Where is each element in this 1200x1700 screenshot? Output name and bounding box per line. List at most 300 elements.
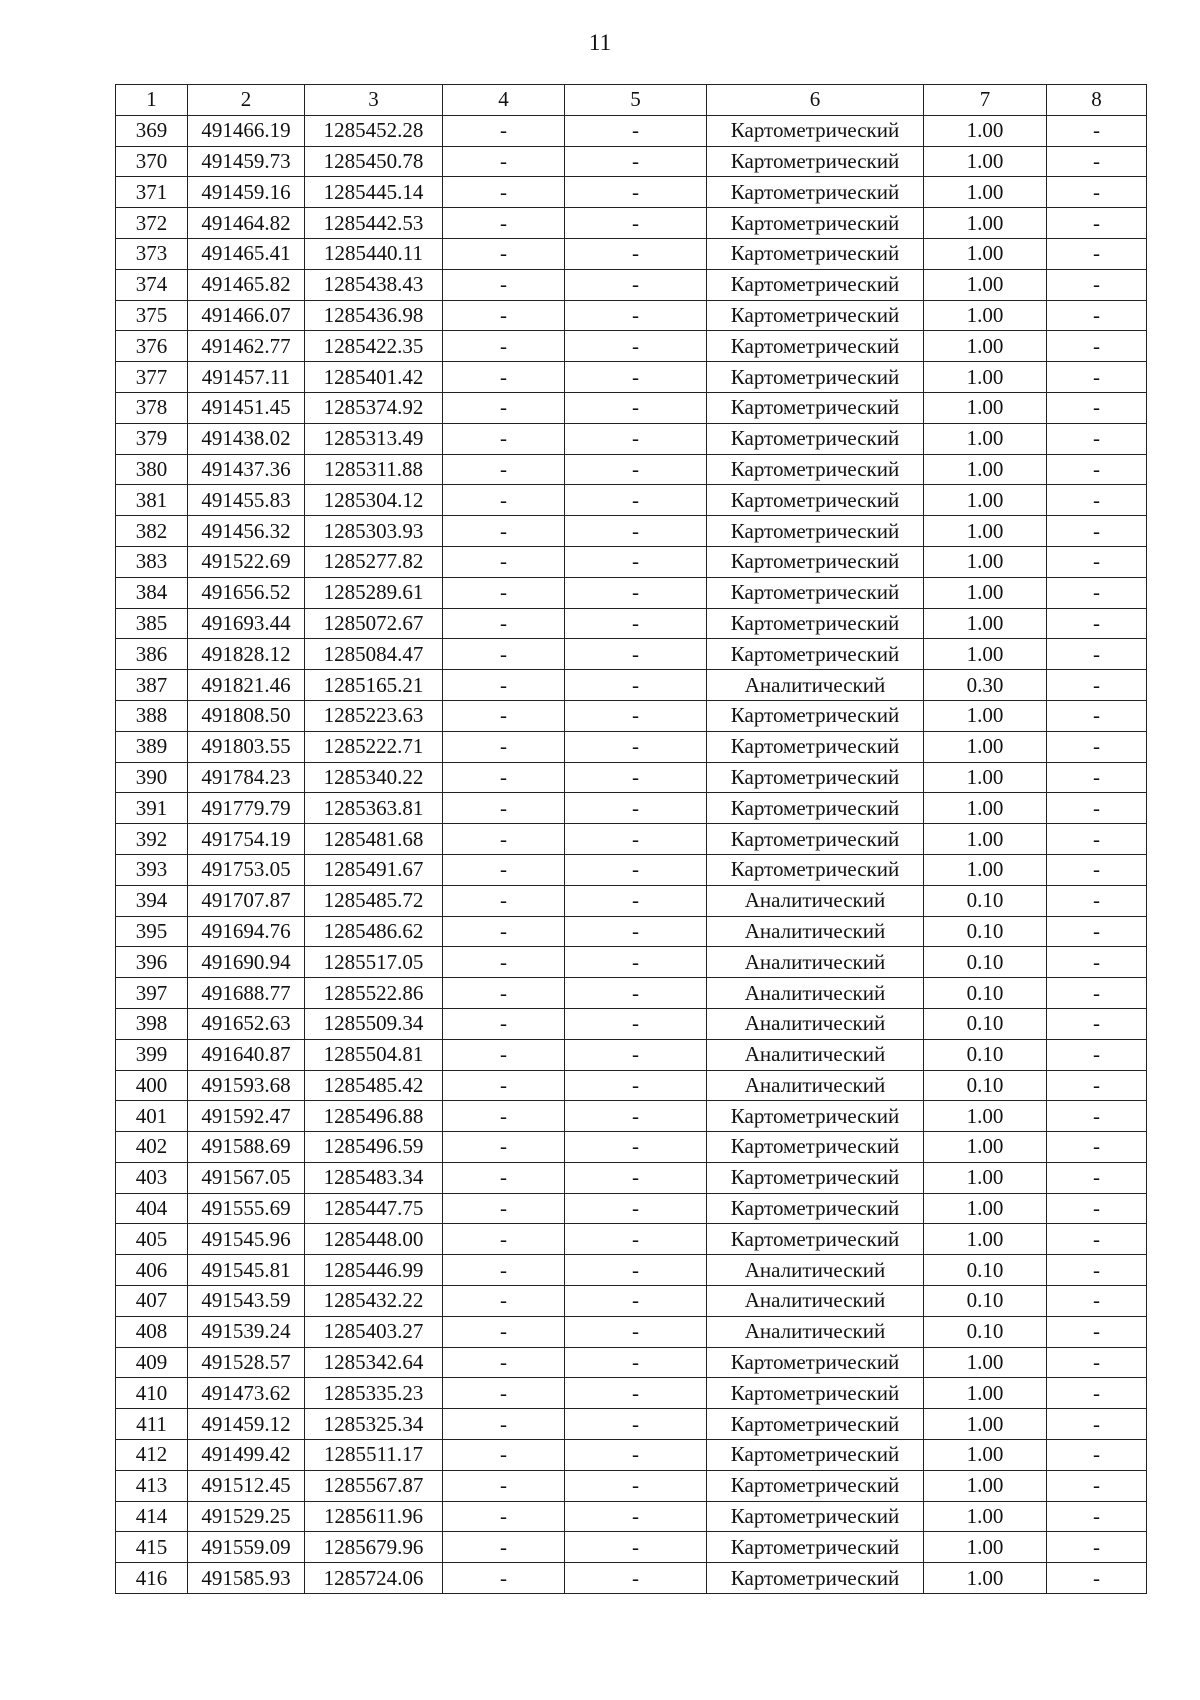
page-number: 11 xyxy=(588,30,612,55)
table-cell: 491459.12 xyxy=(188,1409,305,1440)
table-cell: Картометрический xyxy=(707,208,924,239)
table-cell: 491456.32 xyxy=(188,516,305,547)
table-cell: 491694.76 xyxy=(188,916,305,947)
table-cell: - xyxy=(443,947,565,978)
table-cell: 1.00 xyxy=(924,423,1047,454)
table-cell: - xyxy=(443,670,565,701)
table-cell: Аналитический xyxy=(707,1286,924,1317)
table-cell: Картометрический xyxy=(707,731,924,762)
table-cell: 491690.94 xyxy=(188,947,305,978)
table-cell: - xyxy=(443,1347,565,1378)
table-cell: - xyxy=(1047,208,1147,239)
table-cell: 1285611.96 xyxy=(305,1501,443,1532)
table-cell: 411 xyxy=(116,1409,188,1440)
table-body xyxy=(116,115,1147,1593)
table-cell: Картометрический xyxy=(707,1440,924,1471)
table-cell: 379 xyxy=(116,423,188,454)
table-cell: 400 xyxy=(116,1070,188,1101)
table-cell: 1285485.72 xyxy=(305,885,443,916)
table-cell: 1285496.88 xyxy=(305,1101,443,1132)
table-cell: - xyxy=(565,1193,707,1224)
table-cell: 1.00 xyxy=(924,177,1047,208)
table-cell: 1285446.99 xyxy=(305,1255,443,1286)
table-cell: - xyxy=(443,577,565,608)
table-cell: 1.00 xyxy=(924,1193,1047,1224)
table-row xyxy=(116,608,1147,639)
table-cell: 491693.44 xyxy=(188,608,305,639)
table-cell: Аналитический xyxy=(707,1008,924,1039)
table-cell: Картометрический xyxy=(707,1132,924,1163)
table-cell: 491754.19 xyxy=(188,824,305,855)
table-cell: 1285335.23 xyxy=(305,1378,443,1409)
table-cell: - xyxy=(1047,546,1147,577)
table-cell: - xyxy=(443,423,565,454)
table-cell: Картометрический xyxy=(707,1224,924,1255)
table-cell: - xyxy=(565,793,707,824)
table-cell: - xyxy=(1047,854,1147,885)
table-cell: 0.10 xyxy=(924,1316,1047,1347)
table-cell: 372 xyxy=(116,208,188,239)
table-cell: 1.00 xyxy=(924,577,1047,608)
table-cell: - xyxy=(1047,1286,1147,1317)
table-cell: - xyxy=(565,916,707,947)
table-cell: 391 xyxy=(116,793,188,824)
table-cell: - xyxy=(565,885,707,916)
table-cell: 1.00 xyxy=(924,300,1047,331)
table-cell: 491465.41 xyxy=(188,238,305,269)
table-cell: Картометрический xyxy=(707,1501,924,1532)
table-cell: 397 xyxy=(116,978,188,1009)
table-cell: Картометрический xyxy=(707,392,924,423)
table-cell: - xyxy=(565,1224,707,1255)
table-cell: - xyxy=(565,146,707,177)
table-row xyxy=(116,916,1147,947)
table-cell: 491707.87 xyxy=(188,885,305,916)
table-cell: - xyxy=(1047,1440,1147,1471)
table-cell: Аналитический xyxy=(707,885,924,916)
table-cell: 1.00 xyxy=(924,1470,1047,1501)
table-cell: - xyxy=(443,793,565,824)
table-cell: 410 xyxy=(116,1378,188,1409)
table-cell: - xyxy=(565,1347,707,1378)
table-cell: - xyxy=(565,639,707,670)
table-cell: - xyxy=(565,362,707,393)
table-cell: - xyxy=(1047,485,1147,516)
table-cell: 491459.16 xyxy=(188,177,305,208)
table-row xyxy=(116,208,1147,239)
table-cell: 1285438.43 xyxy=(305,269,443,300)
table-cell: - xyxy=(443,1316,565,1347)
table-cell: Картометрический xyxy=(707,146,924,177)
table-cell: 413 xyxy=(116,1470,188,1501)
table-cell: 1285447.75 xyxy=(305,1193,443,1224)
table-cell: Аналитический xyxy=(707,916,924,947)
table-cell: 491559.09 xyxy=(188,1532,305,1563)
table-cell: - xyxy=(1047,238,1147,269)
column-header: 3 xyxy=(305,85,443,116)
table-row xyxy=(116,1563,1147,1594)
table-cell: 1.00 xyxy=(924,1224,1047,1255)
table-cell: - xyxy=(443,854,565,885)
table-cell: 370 xyxy=(116,146,188,177)
table-cell: Картометрический xyxy=(707,700,924,731)
table-cell: - xyxy=(565,731,707,762)
table-cell: - xyxy=(443,1132,565,1163)
table-row xyxy=(116,454,1147,485)
table-cell: 405 xyxy=(116,1224,188,1255)
table-cell: 371 xyxy=(116,177,188,208)
table-cell: Картометрический xyxy=(707,516,924,547)
table-cell: 491753.05 xyxy=(188,854,305,885)
table-cell: - xyxy=(1047,793,1147,824)
table-cell: Картометрический xyxy=(707,1563,924,1594)
table-cell: Картометрический xyxy=(707,115,924,146)
table-cell: - xyxy=(565,978,707,1009)
table-cell: 491466.19 xyxy=(188,115,305,146)
table-row xyxy=(116,1255,1147,1286)
table-cell: 1285679.96 xyxy=(305,1532,443,1563)
table-cell: 1.00 xyxy=(924,1132,1047,1163)
table-cell: - xyxy=(443,608,565,639)
table-cell: 1285496.59 xyxy=(305,1132,443,1163)
table-cell: - xyxy=(443,516,565,547)
table-cell: - xyxy=(443,885,565,916)
table-cell: 491522.69 xyxy=(188,546,305,577)
table-cell: - xyxy=(443,1378,565,1409)
table-cell: 1.00 xyxy=(924,1101,1047,1132)
table-cell: - xyxy=(565,1316,707,1347)
table-cell: 491459.73 xyxy=(188,146,305,177)
table-cell: 378 xyxy=(116,392,188,423)
column-header: 5 xyxy=(565,85,707,116)
table-cell: 491499.42 xyxy=(188,1440,305,1471)
table-cell: 399 xyxy=(116,1039,188,1070)
table-cell: 491784.23 xyxy=(188,762,305,793)
table-cell: 491512.45 xyxy=(188,1470,305,1501)
table-cell: - xyxy=(443,177,565,208)
table-cell: - xyxy=(565,269,707,300)
table-cell: 0.30 xyxy=(924,670,1047,701)
table-cell: 395 xyxy=(116,916,188,947)
table-cell: - xyxy=(443,639,565,670)
table-cell: 491567.05 xyxy=(188,1162,305,1193)
table-cell: 491529.25 xyxy=(188,1501,305,1532)
table-cell: - xyxy=(443,1501,565,1532)
table-cell: Картометрический xyxy=(707,269,924,300)
table-cell: Картометрический xyxy=(707,639,924,670)
table-cell: Аналитический xyxy=(707,1039,924,1070)
table-row xyxy=(116,1286,1147,1317)
table-cell: Картометрический xyxy=(707,793,924,824)
table-cell: - xyxy=(1047,824,1147,855)
table-cell: - xyxy=(1047,331,1147,362)
table-cell: - xyxy=(1047,177,1147,208)
table-row xyxy=(116,1101,1147,1132)
table-cell: - xyxy=(565,700,707,731)
table-cell: - xyxy=(443,331,565,362)
table-row xyxy=(116,331,1147,362)
table-cell: 1285325.34 xyxy=(305,1409,443,1440)
table-cell: 1285342.64 xyxy=(305,1347,443,1378)
table-row xyxy=(116,1409,1147,1440)
table-cell: Аналитический xyxy=(707,947,924,978)
table-cell: 1.00 xyxy=(924,485,1047,516)
table-cell: Картометрический xyxy=(707,1532,924,1563)
table-row xyxy=(116,1132,1147,1163)
table-cell: - xyxy=(565,577,707,608)
table-cell: - xyxy=(565,1409,707,1440)
table-cell: 1285072.67 xyxy=(305,608,443,639)
table-cell: 1285567.87 xyxy=(305,1470,443,1501)
table-cell: - xyxy=(1047,670,1147,701)
table-cell: Аналитический xyxy=(707,978,924,1009)
table-cell: Картометрический xyxy=(707,1347,924,1378)
table-cell: 491462.77 xyxy=(188,331,305,362)
table-cell: 1.00 xyxy=(924,1440,1047,1471)
table-cell: - xyxy=(443,1039,565,1070)
table-cell: Аналитический xyxy=(707,1316,924,1347)
table-cell: Картометрический xyxy=(707,1470,924,1501)
table-cell: 0.10 xyxy=(924,1286,1047,1317)
table-cell: 491555.69 xyxy=(188,1193,305,1224)
table-cell: - xyxy=(1047,608,1147,639)
table-cell: - xyxy=(1047,362,1147,393)
table-cell: 1285374.92 xyxy=(305,392,443,423)
table-cell: - xyxy=(565,1470,707,1501)
table-cell: 383 xyxy=(116,546,188,577)
table-cell: 491464.82 xyxy=(188,208,305,239)
table-cell: - xyxy=(1047,1563,1147,1594)
table-cell: 491640.87 xyxy=(188,1039,305,1070)
table-cell: 1285432.22 xyxy=(305,1286,443,1317)
table-cell: 1285311.88 xyxy=(305,454,443,485)
table-cell: 1.00 xyxy=(924,392,1047,423)
table-cell: - xyxy=(1047,1470,1147,1501)
table-cell: 406 xyxy=(116,1255,188,1286)
table-cell: 1285289.61 xyxy=(305,577,443,608)
table-row xyxy=(116,1378,1147,1409)
table-cell: - xyxy=(565,1070,707,1101)
table-cell: 1285504.81 xyxy=(305,1039,443,1070)
table-cell: - xyxy=(443,1470,565,1501)
table-cell: 1.00 xyxy=(924,331,1047,362)
table-cell: 1.00 xyxy=(924,1347,1047,1378)
table-cell: Картометрический xyxy=(707,423,924,454)
table-cell: 491545.96 xyxy=(188,1224,305,1255)
table-cell: - xyxy=(1047,1101,1147,1132)
table-cell: - xyxy=(1047,700,1147,731)
table-cell: - xyxy=(565,1378,707,1409)
table-cell: - xyxy=(565,423,707,454)
table-cell: 388 xyxy=(116,700,188,731)
table-row xyxy=(116,639,1147,670)
table-row xyxy=(116,146,1147,177)
table-cell: 491803.55 xyxy=(188,731,305,762)
table-cell: 404 xyxy=(116,1193,188,1224)
table-cell: 1.00 xyxy=(924,1501,1047,1532)
table-cell: 491545.81 xyxy=(188,1255,305,1286)
table-cell: - xyxy=(443,1440,565,1471)
table-cell: - xyxy=(1047,454,1147,485)
table-cell: - xyxy=(443,1101,565,1132)
table-cell: - xyxy=(1047,1409,1147,1440)
table-cell: Аналитический xyxy=(707,1070,924,1101)
table-cell: 384 xyxy=(116,577,188,608)
table-cell: 390 xyxy=(116,762,188,793)
table-cell: 0.10 xyxy=(924,1039,1047,1070)
table-cell: - xyxy=(1047,300,1147,331)
table-cell: 398 xyxy=(116,1008,188,1039)
table-cell: - xyxy=(565,1162,707,1193)
table-cell: 1.00 xyxy=(924,146,1047,177)
table-cell: - xyxy=(443,392,565,423)
table-cell: - xyxy=(1047,1378,1147,1409)
table-cell: Аналитический xyxy=(707,670,924,701)
table-cell: - xyxy=(1047,1532,1147,1563)
table-cell: 1285340.22 xyxy=(305,762,443,793)
table-cell: - xyxy=(565,1008,707,1039)
table-cell: - xyxy=(565,1039,707,1070)
table-row xyxy=(116,1532,1147,1563)
table-cell: - xyxy=(565,1532,707,1563)
table-cell: 1285403.27 xyxy=(305,1316,443,1347)
table-cell: - xyxy=(443,824,565,855)
table-row xyxy=(116,546,1147,577)
table-cell: - xyxy=(443,115,565,146)
table-cell: - xyxy=(1047,639,1147,670)
table-row xyxy=(116,1347,1147,1378)
column-header: 1 xyxy=(116,85,188,116)
table-row xyxy=(116,947,1147,978)
table-cell: - xyxy=(565,392,707,423)
table-cell: 1285422.35 xyxy=(305,331,443,362)
table-cell: 414 xyxy=(116,1501,188,1532)
table-cell: - xyxy=(565,1101,707,1132)
table-cell: - xyxy=(1047,1347,1147,1378)
table-row xyxy=(116,824,1147,855)
table-cell: Картометрический xyxy=(707,1162,924,1193)
table-cell: 491588.69 xyxy=(188,1132,305,1163)
table-cell: - xyxy=(565,1440,707,1471)
column-header: 8 xyxy=(1047,85,1147,116)
table-cell: - xyxy=(1047,1008,1147,1039)
table-cell: 0.10 xyxy=(924,978,1047,1009)
table-cell: 491656.52 xyxy=(188,577,305,608)
table-cell: 1285442.53 xyxy=(305,208,443,239)
table-cell: - xyxy=(565,208,707,239)
table-cell: 381 xyxy=(116,485,188,516)
table-cell: 0.10 xyxy=(924,916,1047,947)
table-cell: - xyxy=(565,516,707,547)
table-cell: Картометрический xyxy=(707,854,924,885)
table-cell: - xyxy=(1047,1501,1147,1532)
table-row xyxy=(116,1162,1147,1193)
table-cell: - xyxy=(443,208,565,239)
table-cell: Картометрический xyxy=(707,454,924,485)
table-cell: - xyxy=(1047,885,1147,916)
table-cell: - xyxy=(1047,269,1147,300)
table-cell: 392 xyxy=(116,824,188,855)
table-cell: - xyxy=(565,670,707,701)
table-cell: Картометрический xyxy=(707,485,924,516)
table-cell: - xyxy=(443,1255,565,1286)
table-cell: - xyxy=(565,608,707,639)
table-cell: 380 xyxy=(116,454,188,485)
table-cell: 491528.57 xyxy=(188,1347,305,1378)
table-cell: 1285452.28 xyxy=(305,115,443,146)
table-cell: 491688.77 xyxy=(188,978,305,1009)
table-cell: 1285448.00 xyxy=(305,1224,443,1255)
table-cell: - xyxy=(1047,577,1147,608)
table-cell: 415 xyxy=(116,1532,188,1563)
table-cell: - xyxy=(565,1132,707,1163)
table-cell: Картометрический xyxy=(707,824,924,855)
table-cell: 1.00 xyxy=(924,700,1047,731)
table-cell: 491457.11 xyxy=(188,362,305,393)
table-cell: 491437.36 xyxy=(188,454,305,485)
table-row xyxy=(116,1470,1147,1501)
table-cell: - xyxy=(1047,516,1147,547)
table-cell: 374 xyxy=(116,269,188,300)
table-cell: 0.10 xyxy=(924,947,1047,978)
table-cell: - xyxy=(443,1224,565,1255)
table-cell: 491466.07 xyxy=(188,300,305,331)
table-cell: 491828.12 xyxy=(188,639,305,670)
table-cell: 403 xyxy=(116,1162,188,1193)
table-cell: 1.00 xyxy=(924,1409,1047,1440)
table-cell: - xyxy=(1047,115,1147,146)
table-cell: - xyxy=(565,177,707,208)
table-cell: - xyxy=(443,454,565,485)
table-cell: 1.00 xyxy=(924,269,1047,300)
table-cell: - xyxy=(565,1563,707,1594)
table-cell: 1285440.11 xyxy=(305,238,443,269)
table-cell: Картометрический xyxy=(707,331,924,362)
table-cell: - xyxy=(1047,146,1147,177)
table-cell: 1285724.06 xyxy=(305,1563,443,1594)
table-cell: 1.00 xyxy=(924,608,1047,639)
table-cell: 0.10 xyxy=(924,1008,1047,1039)
table-cell: 491543.59 xyxy=(188,1286,305,1317)
table-cell: 1.00 xyxy=(924,1532,1047,1563)
table-cell: 1285084.47 xyxy=(305,639,443,670)
table-cell: 1285522.86 xyxy=(305,978,443,1009)
table-cell: - xyxy=(443,1193,565,1224)
table-row xyxy=(116,1193,1147,1224)
table-cell: 416 xyxy=(116,1563,188,1594)
table-cell: - xyxy=(443,1409,565,1440)
table-cell: - xyxy=(565,947,707,978)
table-cell: 1285481.68 xyxy=(305,824,443,855)
table-cell: 373 xyxy=(116,238,188,269)
table-cell: 1285165.21 xyxy=(305,670,443,701)
table-cell: 1285517.05 xyxy=(305,947,443,978)
table-cell: 491465.82 xyxy=(188,269,305,300)
table-row xyxy=(116,793,1147,824)
table-cell: 1.00 xyxy=(924,762,1047,793)
table-cell: 1.00 xyxy=(924,639,1047,670)
table-cell: 491451.45 xyxy=(188,392,305,423)
column-header: 4 xyxy=(443,85,565,116)
table-cell: 412 xyxy=(116,1440,188,1471)
table-cell: - xyxy=(1047,1039,1147,1070)
table-row xyxy=(116,762,1147,793)
table-cell: 1285445.14 xyxy=(305,177,443,208)
table-cell: 1285450.78 xyxy=(305,146,443,177)
table-cell: 407 xyxy=(116,1286,188,1317)
coordinates-table xyxy=(115,84,1147,1594)
table-cell: 408 xyxy=(116,1316,188,1347)
